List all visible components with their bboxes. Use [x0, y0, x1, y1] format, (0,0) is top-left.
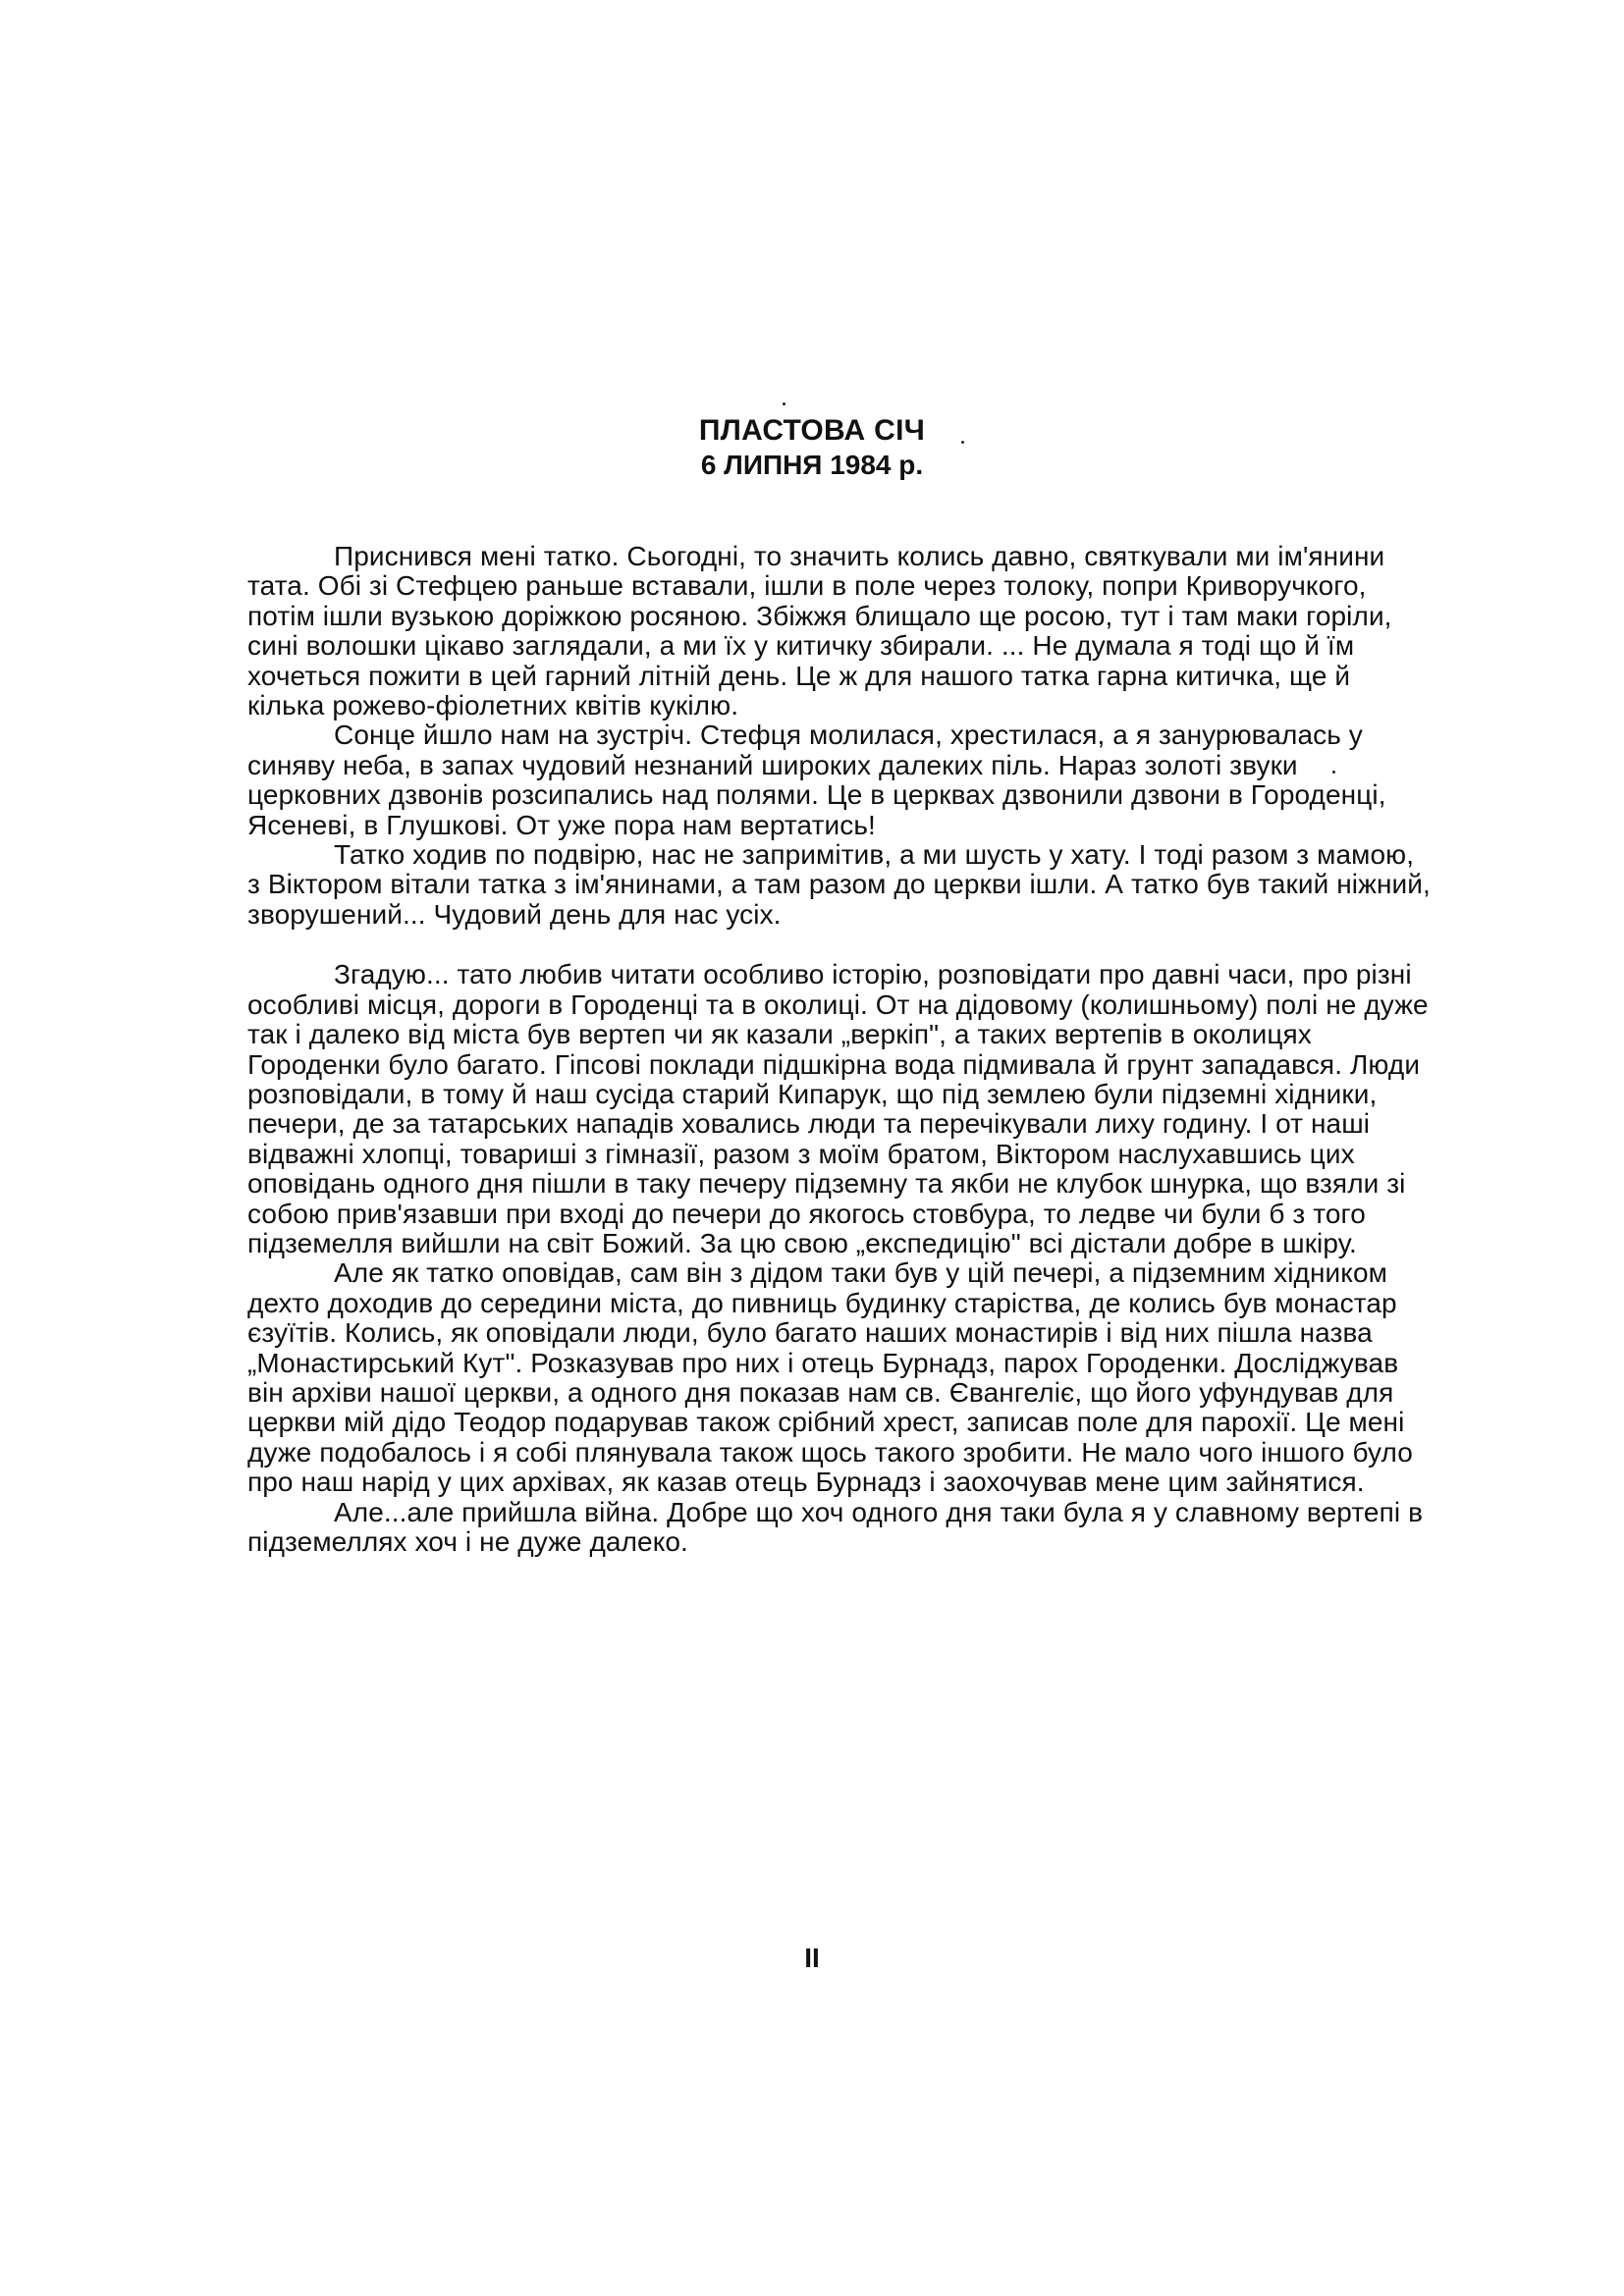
- document-body: [247, 542, 1431, 1557]
- paragraph: Згадую... тато любив читати особливо історію, розповідати про давні часи, про різні особливі місця, дороги в Городенці та в околиці. От на дідовому (колишньому) полі не дуже так і далеко від міста був вертеп чи як казали „веркіп", а таких вертепів в околицях Городенки було багато. Гіпсові поклади підшкірна вода підмивала й грунт западався. Люди розповідали, в тому й наш сусіда старий Кипарук, що під землею були підземні хідники, печери, де за татарських нападів ховались люди та перечікували лиху годину. І от наші відважні хлопці, товариші з гімназії, разом з моїм братом, Віктором наслухавшись цих оповідань одного дня пішли в таку печеру підземну та якби не клубок шнурка, що взяли зі собою прив'язавши при вході до печери до якогось стовбура, то ледве чи були б з того підземелля вийшли на світ Божий. За цю свою „експедицію" всі дістали добре в шкіру.: [247, 959, 1429, 1258]
- document-date: 6 ЛИПНЯ 1984 р.: [700, 450, 924, 480]
- paragraph: Але як татко оповідав, сам він з дідом таки був у цій печері, а підземним хідником дехто доходив до середини міста, до пивниць будинку старіства, де колись був монастар єзуїтів. Колись, як оповідали люди, було багато наших монастирів і від них пішла назва „Монастирський Кут". Розказував про них і отець Бурнадз, парох Городенки. Досліджував він архіви нашої церкви, а одного дня показав нам св. Євангеліє, що його уфундував для церкви мій дідо Теодор подарував також срібний хрест, записав поле для парохії. Це мені дуже подобалось і я собі плянувала також щось такого зробити. Не мало чого іншого було про наш нарід у цих архівах, як казав отець Бурнадз і заохочував мене цим зайнятися.: [247, 1257, 1413, 1498]
- scan-speck: [783, 402, 785, 405]
- paragraph: Але...але прийшла війна. Добре що хоч одного дня таки була я у славному вертепі в підземеллях хоч і не дуже далеко.: [247, 1496, 1424, 1557]
- paragraph: Сонце йшло нам на зустріч. Стефця молилася, хрестилася, а я занурювалась у синяву неба, в запах чудовий незнаний широких далеких піль. Нараз золоті звуки церковних дзвонів розсипались над полями. Це в церквах дзвонили дзвони в Городенці, Ясеневі, в Глушкові. От уже пора нам вертатись!: [247, 720, 1386, 840]
- document-title: ПЛАСТОВА СІЧ: [698, 414, 926, 447]
- page-number: II: [804, 1943, 820, 1973]
- heading-block: [0, 413, 1624, 482]
- paragraph: Приснився мені татко. Сьогодні, то значить колись давно, святкували ми ім'янини тата. Обі зі Стефцею раньше вставали, ішли в поле через толоку, попри Криворучкого, потім ішли вузькою доріжкою росяною. Збіжжя блищало ще росою, тут і там маки горіли, сині волошки цікаво заглядали, а ми їх у китичку збирали. ... Не думала я тоді що й їм хочеться пожити в цей гарний літній день. Це ж для нашого татка гарна китичка, ще й кілька рожево-фіолетних квітів кукілю.: [247, 541, 1392, 721]
- paragraph: Татко ходив по подвірю, нас не запримітив, а ми шусть у хату. І тоді разом з мамою, з Віктором вітали татка з ім'янинами, а там разом до церкви ішли. А татко був такий ніжний, зворушений... Чудовий день для нас усіх.: [247, 839, 1431, 930]
